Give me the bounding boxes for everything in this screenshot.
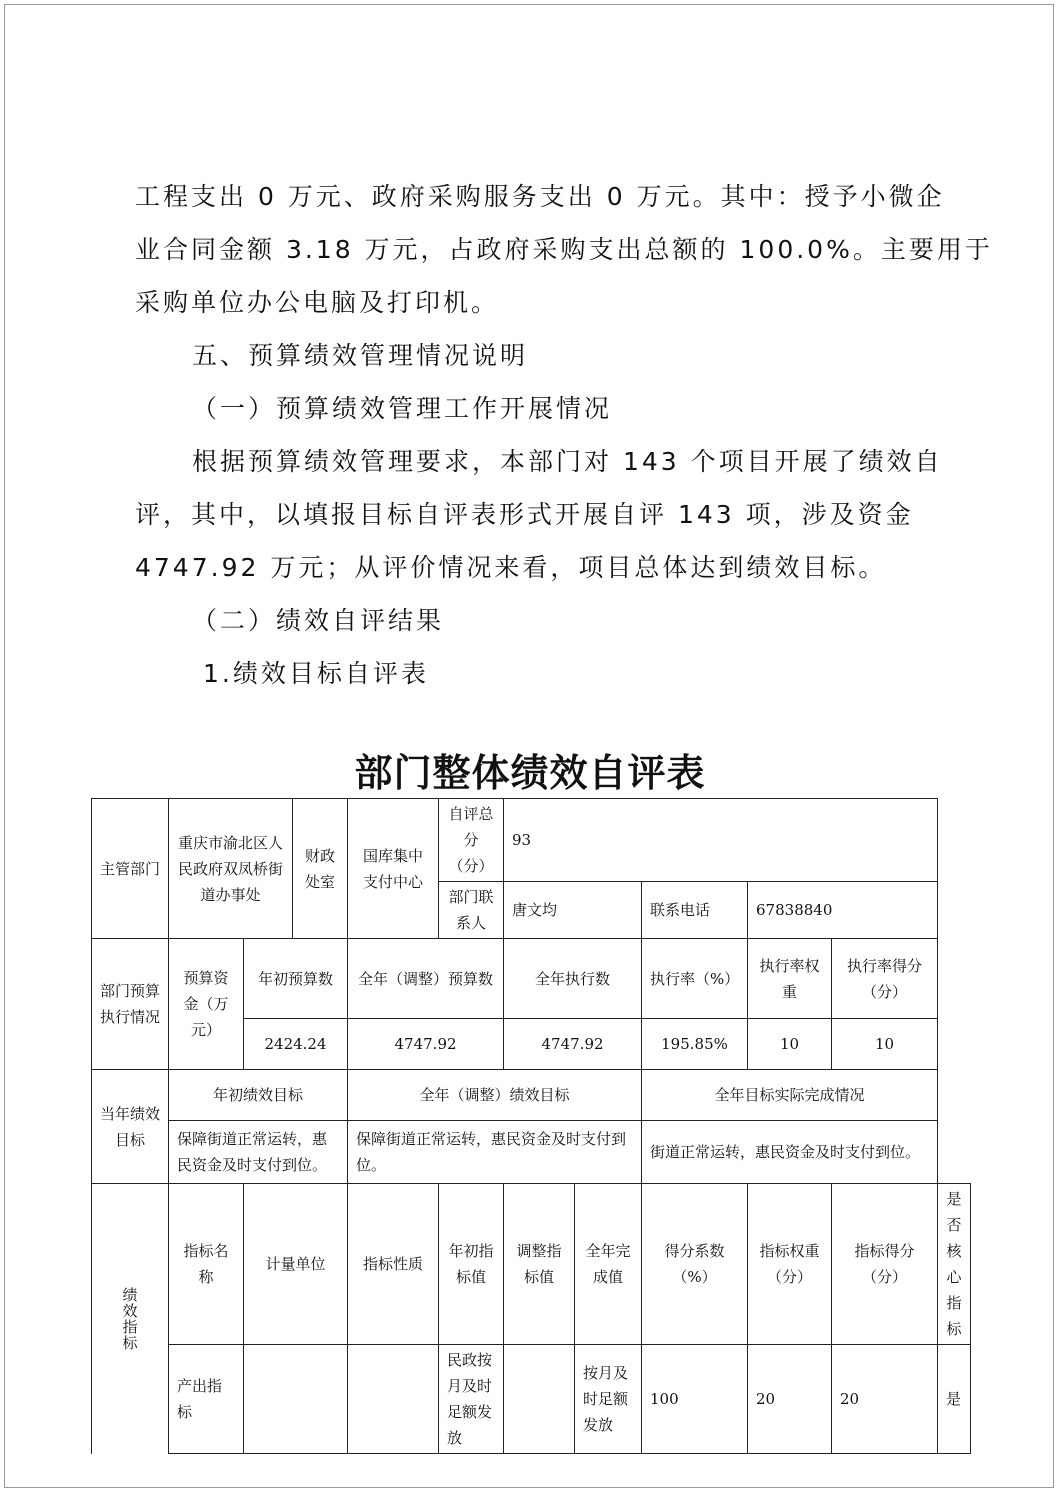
finance-label: 财政处室	[305, 846, 336, 891]
indicator-initial: 民政按月及时足额发放	[447, 1351, 493, 1447]
body-paragraph-line: 评，其中，以填报目标自评表形式开展自评 143 项，涉及资金	[135, 500, 914, 529]
indicator-adjusted-header: 调整指标值	[516, 1242, 562, 1286]
indicator-header-cell	[575, 1184, 642, 1345]
actual-goal-label-cell	[642, 1070, 938, 1121]
actual-goal-text: 街道正常运转，惠民资金及时支付到位。	[650, 1143, 921, 1161]
indicators-section-cell	[92, 1184, 169, 1454]
phone-label: 联系电话	[650, 901, 711, 919]
phone-label-cell	[642, 882, 748, 939]
rate-score-label-cell	[832, 939, 938, 1019]
initial-budget-value-cell	[244, 1019, 348, 1070]
rate-value-cell	[642, 1019, 748, 1070]
dept-label-cell	[92, 799, 169, 939]
indicator-weight-cell	[748, 1345, 832, 1454]
initial-goal-label-cell	[169, 1070, 348, 1121]
rate-score-value: 10	[874, 1035, 895, 1053]
weight-value: 10	[779, 1035, 800, 1053]
indicator-score: 20	[840, 1390, 860, 1408]
body-paragraph-line: 业合同金额 3.18 万元，占政府采购支出总额的 100.0%。主要用于	[135, 235, 993, 264]
dept-name: 重庆市渝北区人民政府双凤桥街道办事处	[178, 833, 284, 904]
indicator-header-cell	[244, 1184, 348, 1345]
subsection-heading: 1.绩效目标自评表	[203, 659, 429, 688]
indicator-nature-header: 指标性质	[363, 1255, 424, 1273]
goals-section-label: 当年绩效目标	[100, 1104, 161, 1149]
phone-value-cell	[748, 882, 938, 939]
indicator-header-cell	[832, 1184, 938, 1345]
treasury-label: 国库集中支付中心	[363, 846, 424, 891]
treasury-label-cell	[348, 799, 439, 939]
indicator-score-cell	[832, 1345, 938, 1454]
initial-goal-text: 保障街道正常运转，惠民资金及时支付到位。	[177, 1130, 328, 1174]
dept-name-cell	[169, 799, 293, 939]
indicator-name: 产出指标	[177, 1377, 223, 1421]
goals-section-cell	[92, 1070, 169, 1184]
body-paragraph-line: 工程支出 0 万元、政府采购服务支出 0 万元。其中：授予小微企	[135, 182, 945, 211]
executed-value-cell	[504, 1019, 642, 1070]
adjusted-budget-value: 4747.92	[394, 1035, 457, 1053]
indicator-score-header: 指标得分（分）	[854, 1242, 915, 1286]
budget-section-cell	[92, 939, 169, 1070]
rate-label: 执行率（%）	[650, 969, 740, 988]
indicator-coef-header: 得分系数（%）	[664, 1242, 725, 1286]
adjusted-goal-text-cell	[348, 1121, 642, 1184]
indicator-completed: 按月及时足额发放	[583, 1364, 629, 1434]
contact-label: 部门联系人	[448, 888, 494, 932]
score-value-cell	[504, 799, 938, 882]
actual-goal-text-cell	[642, 1121, 938, 1184]
executed-value: 4747.92	[541, 1035, 604, 1053]
indicator-initial-cell	[439, 1345, 504, 1454]
rate-score-value-cell	[832, 1019, 938, 1070]
weight-label-cell	[748, 939, 832, 1019]
indicator-header-cell	[642, 1184, 748, 1345]
weight-label: 执行率权重	[759, 956, 820, 1001]
indicator-coef-cell	[642, 1345, 748, 1454]
table-title: 部门整体绩效自评表	[354, 750, 706, 795]
adjusted-budget-value-cell	[348, 1019, 504, 1070]
funds-label-cell	[169, 939, 244, 1070]
indicator-completed-header: 全年完成值	[585, 1242, 631, 1286]
finance-label-cell	[293, 799, 348, 939]
table-row	[92, 1345, 971, 1454]
contact-name: 唐文均	[512, 901, 558, 919]
rate-value: 195.85%	[661, 1035, 728, 1053]
funds-label: 预算资金（万元）	[183, 969, 229, 1039]
body-paragraph-line: 采购单位办公电脑及打印机。	[135, 288, 500, 317]
subsection-heading: （一）预算绩效管理工作开展情况	[192, 394, 613, 423]
indicator-name-header: 指标名称	[183, 1242, 229, 1286]
initial-goal-text-cell	[169, 1121, 348, 1184]
score-value: 93	[512, 831, 532, 849]
executed-label-cell	[504, 939, 642, 1019]
body-paragraph-line: 根据预算绩效管理要求，本部门对 143 个项目开展了绩效自	[192, 447, 943, 476]
indicator-core-cell	[938, 1345, 971, 1454]
adjusted-budget-label-cell	[348, 939, 504, 1019]
indicator-weight: 20	[756, 1390, 776, 1408]
indicator-header-cell	[169, 1184, 244, 1345]
weight-value-cell	[748, 1019, 832, 1070]
adjusted-budget-label: 全年（调整）预算数	[358, 969, 494, 988]
indicator-core-header: 是否核心指标	[946, 1190, 962, 1338]
indicator-adjusted-cell	[504, 1345, 575, 1454]
indicator-nature-cell	[348, 1345, 439, 1454]
adjusted-goal-label-cell	[348, 1070, 642, 1121]
indicator-coef: 100	[650, 1390, 679, 1408]
initial-budget-value: 2424.24	[264, 1035, 327, 1053]
section-heading: 五、预算绩效管理情况说明	[192, 341, 529, 370]
adjusted-goal-text: 保障街道正常运转，惠民资金及时支付到位。	[356, 1130, 627, 1174]
rate-score-label: 执行率得分（分）	[847, 956, 923, 1001]
indicator-initial-header: 年初指标值	[448, 1242, 494, 1286]
budget-section-label: 部门预算执行情况	[100, 982, 161, 1026]
dept-label: 主管部门	[100, 859, 161, 878]
score-label-cell	[439, 799, 504, 882]
contact-label-cell	[439, 882, 504, 939]
executed-label: 全年执行数	[535, 969, 611, 988]
score-label: 自评总分（分）	[448, 805, 494, 875]
indicator-header-cell	[439, 1184, 504, 1345]
self-evaluation-table	[91, 798, 971, 1454]
indicator-completed-cell	[575, 1345, 642, 1454]
indicator-header-cell	[504, 1184, 575, 1345]
indicator-unit-cell	[244, 1345, 348, 1454]
indicator-name-cell	[169, 1345, 244, 1454]
indicators-section-label: 绩效指标	[122, 1285, 138, 1352]
contact-name-cell	[504, 882, 642, 939]
rate-label-cell	[642, 939, 748, 1019]
indicator-unit-header: 计量单位	[265, 1255, 326, 1273]
phone-value: 67838840	[756, 901, 833, 919]
indicator-header-cell	[748, 1184, 832, 1345]
initial-budget-label-cell	[244, 939, 348, 1019]
actual-goal-label: 全年目标实际完成情况	[714, 1086, 865, 1104]
initial-budget-label: 年初预算数	[258, 969, 334, 988]
subsection-heading: （二）绩效自评结果	[192, 606, 445, 635]
indicator-header-cell	[348, 1184, 439, 1345]
adjusted-goal-label: 全年（调整）绩效目标	[419, 1086, 570, 1104]
indicator-header-cell	[938, 1184, 971, 1345]
body-paragraph-line: 4747.92 万元；从评价情况来看，项目总体达到绩效目标。	[135, 553, 887, 582]
indicator-core: 是	[946, 1390, 962, 1408]
initial-goal-label: 年初绩效目标	[213, 1086, 304, 1104]
indicator-weight-header: 指标权重（分）	[759, 1242, 820, 1286]
